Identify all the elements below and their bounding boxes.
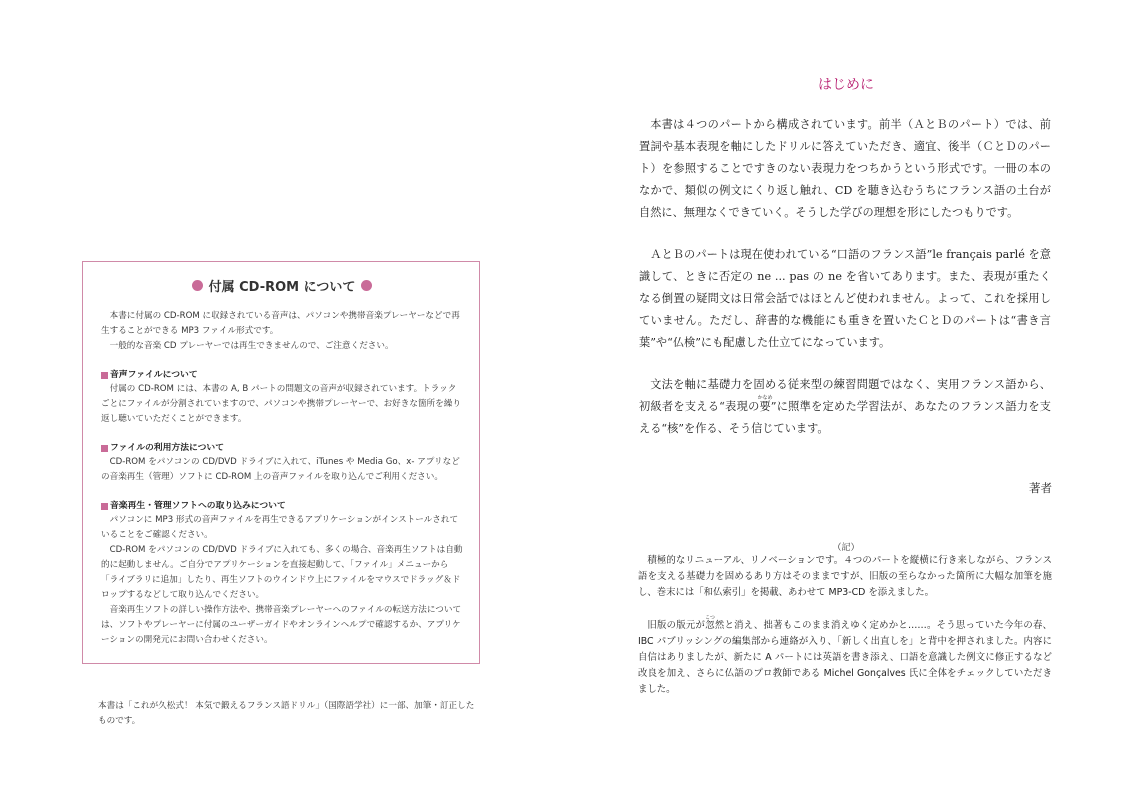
para3-text-before: 文法を軸に基礎力を固める従来型の練習問題ではなく、実用フランス語から、初級者を支える“表現の [639, 378, 1051, 413]
ruby-kaname [757, 395, 773, 413]
note-paragraph-2 [638, 615, 1052, 698]
section-paragraph: CD-ROM をパソコンの CD/DVD ドライブに入れても、多くの場合、音楽再生ソフトは自動的に起動しません。ご自分でアプリケーションを直接起動して、「ファイル」メニューから「ライブラリに追加」したり、再生ソフトのウインドウ上にファイルをマウスでドラッグ＆ドロップするなどして取り込んでください。 [101, 545, 463, 600]
preface-paragraph-1: 本書は４つのパートから構成されています。前半（ＡとＢのパート）では、前置詞や基本表現を軸にしたドリルに答えていただき、適宜、後半（ＣとＤのパート）を参照することですきのない表現力をつちかうという形式です。一冊の本のなかで、類似の例文にくり返し触れ、CD を聴き込むうちにフランス語の土台が自然に、無理なくできていく。そうした学びの理想を形にしたつもりです。 [639, 118, 1051, 219]
section-heading [101, 499, 463, 513]
ruby-base: 忽 [704, 620, 715, 631]
pink-square-icon [101, 372, 108, 379]
note-body [638, 553, 1052, 712]
section-paragraph: パソコンに MP3 形式の音声ファイルを再生できるアプリケーションがインストールされていることをご確認ください。 [101, 515, 459, 540]
right-page [564, 0, 1128, 800]
section-heading-text: 音声ファイルについて [110, 370, 198, 380]
section-heading-text: 音楽再生・管理ソフトへの取り込みについて [110, 501, 286, 511]
preface-paragraph-2: ＡとＢのパートは現在使われている“口語のフランス語”le français parlé を意識して、ときに否定の ne ... pas の ne を省いてあります。また、表現が重たくなる倒置の疑問文は日常会話ではほとんど使われません。よって、これを採用していません。ただし、辞書的な機能にも重きを置いたＣとＤのパートは“書き言葉”や“仏検”にも配慮した仕立てになっています。 [639, 248, 1051, 349]
cdrom-box-title-text: 付属 CD-ROM について [208, 280, 356, 295]
cdrom-intro-2: 一般的な音楽 CD プレーヤーでは再生できませんので、ご注意ください。 [109, 341, 394, 351]
author-signature: 著者 [1029, 481, 1052, 495]
pink-square-icon [101, 445, 108, 452]
ruby-base: 要 [757, 400, 773, 413]
pink-dot-icon [192, 280, 203, 291]
ruby-kotsu [704, 615, 715, 631]
para3-text-after: ”に照準を定めた学習法が、あなたのフランス語力を支える“核”を作る、そう信じています。 [639, 400, 1051, 435]
ruby-text: こつ [704, 615, 715, 621]
cdrom-intro-1: 本書に付属の CD-ROM に収録されている音声は、パソコンや携帯音楽プレーヤーなどで再生することができる MP3 ファイル形式です。 [101, 311, 460, 336]
section-heading [101, 441, 463, 455]
cdrom-box-title [101, 276, 463, 295]
section-heading-text: ファイルの利用方法について [110, 443, 225, 453]
cdrom-info-box [82, 261, 480, 664]
section-paragraph: 付属の CD-ROM には、本書の A, B パートの問題文の音声が収録されています。トラックごとにファイルが分割されていますので、パソコンや携帯プレーヤーで、お好きな箇所を繰り返し聴いていただくことができます。 [101, 384, 461, 424]
section-import-software [101, 499, 463, 648]
section-paragraph: 音楽再生ソフトの詳しい操作方法や、携帯音楽プレーヤーへのファイルの転送方法については、ソフトやプレーヤーに付属のユーザーガイドやオンラインヘルプで確認するか、アプリケーションの開発元にお問い合わせください。 [101, 605, 462, 645]
section-file-usage [101, 441, 463, 485]
preface-paragraph-3 [639, 374, 1051, 440]
preface-body [639, 114, 1051, 460]
ruby-text: かなめ [757, 395, 773, 401]
note-paragraph-1: 積極的なリニューアル、リノベーションです。４つのパートを縦横に行き来しながら、フランス語を支える基礎力を固めるあり方はそのままですが、旧版の至らなかった箇所に大幅な加筆を施し、巻末には「和仏索引」を掲載、あわせて MP3-CD を添えました。 [638, 555, 1052, 598]
section-heading [101, 368, 463, 382]
section-paragraph: CD-ROM をパソコンの CD/DVD ドライブに入れて、iTunes や Media Go、x- アプリなどの音楽再生（管理）ソフトに CD-ROM 上の音声ファイルを取り込んでご利用ください。 [101, 457, 460, 482]
pink-square-icon [101, 503, 108, 510]
source-footnote: 本書は「これが久松式！ 本気で鍛えるフランス語ドリル」（国際語学社）に一部、加筆・訂正したものです。 [98, 701, 475, 726]
note-heading: （記） [832, 543, 860, 553]
note2-text-after: 然と消え、拙著もこのまま消えゆく定めかと……。そう思っていた今年の春、IBC パブリッシングの編集部から連絡が入り、「新しく出直しを」と背中を押されました。内容に自信はありましたが、新たに A パートには英語を書き添え、口語を意識した例文に修正するなど改良を加え、さらに仏語のプロ教師である Michel Gonçalves 氏に全体をチェックしていただきました。 [638, 620, 1052, 695]
page-title: はじめに [818, 77, 874, 93]
pink-dot-icon [361, 280, 372, 291]
section-audio-files [101, 368, 463, 427]
note2-text-before: 旧版の版元が [647, 620, 706, 631]
